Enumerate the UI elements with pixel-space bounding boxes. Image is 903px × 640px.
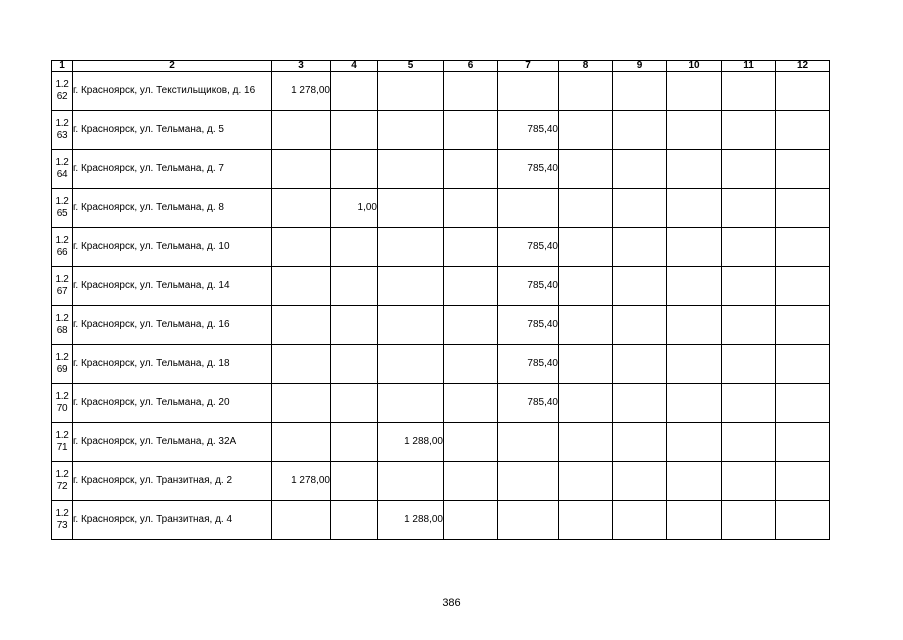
value-cell-col-11	[722, 345, 776, 384]
value-cell-col-12	[776, 384, 830, 423]
value-cell-col-7	[498, 423, 559, 462]
address-cell: г. Красноярск, ул. Тельмана, д. 10	[73, 228, 272, 267]
column-header-8: 8	[559, 61, 613, 72]
value-cell-col-10	[667, 189, 722, 228]
row-number-cell	[52, 228, 73, 267]
value-cell-col-8	[559, 72, 613, 111]
column-header-4: 4	[331, 61, 378, 72]
row-number-part: 70	[56, 403, 68, 414]
row-number-part: 1.2	[55, 508, 69, 519]
value-cell-col-6	[444, 423, 498, 462]
value-cell-col-7	[498, 501, 559, 540]
table-row	[52, 189, 830, 228]
value-cell-col-7: 785,40	[498, 345, 559, 384]
value-cell-col-6	[444, 306, 498, 345]
value-cell-col-12	[776, 228, 830, 267]
value-cell-col-10	[667, 72, 722, 111]
row-number-part: 1.2	[55, 391, 69, 402]
value-cell-col-11	[722, 228, 776, 267]
value-cell-col-6	[444, 150, 498, 189]
row-number-part: 72	[56, 481, 68, 492]
value-cell-col-5	[378, 150, 444, 189]
table-row	[52, 423, 830, 462]
value-cell-col-12	[776, 423, 830, 462]
table-row	[52, 384, 830, 423]
address-cell: г. Красноярск, ул. Тельмана, д. 5	[73, 111, 272, 150]
value-cell-col-3	[272, 384, 331, 423]
value-cell-col-7	[498, 189, 559, 228]
value-cell-col-5	[378, 267, 444, 306]
address-cell: г. Красноярск, ул. Тельмана, д. 32А	[73, 423, 272, 462]
value-cell-col-7	[498, 462, 559, 501]
value-cell-col-10	[667, 384, 722, 423]
row-number-part: 66	[56, 247, 68, 258]
value-cell-col-9	[613, 462, 667, 501]
value-cell-col-12	[776, 150, 830, 189]
row-number-cell	[52, 150, 73, 189]
value-cell-col-11	[722, 111, 776, 150]
value-cell-col-3	[272, 306, 331, 345]
value-cell-col-4	[331, 228, 378, 267]
value-cell-col-8	[559, 423, 613, 462]
value-cell-col-3	[272, 189, 331, 228]
value-cell-col-4	[331, 462, 378, 501]
table-row	[52, 267, 830, 306]
value-cell-col-4	[331, 306, 378, 345]
value-cell-col-8	[559, 384, 613, 423]
value-cell-col-9	[613, 306, 667, 345]
address-cell: г. Красноярск, ул. Тельмана, д. 18	[73, 345, 272, 384]
value-cell-col-11	[722, 306, 776, 345]
row-number-cell	[52, 72, 73, 111]
value-cell-col-10	[667, 462, 722, 501]
value-cell-col-5	[378, 111, 444, 150]
value-cell-col-3	[272, 228, 331, 267]
value-cell-col-5	[378, 189, 444, 228]
value-cell-col-8	[559, 267, 613, 306]
value-cell-col-6	[444, 72, 498, 111]
value-cell-col-7: 785,40	[498, 306, 559, 345]
row-number-part: 1.2	[55, 274, 69, 285]
value-cell-col-8	[559, 111, 613, 150]
address-cell: г. Красноярск, ул. Транзитная, д. 4	[73, 501, 272, 540]
value-cell-col-12	[776, 462, 830, 501]
value-cell-col-11	[722, 384, 776, 423]
row-number-part: 1.2	[55, 196, 69, 207]
table-row	[52, 345, 830, 384]
value-cell-col-11	[722, 72, 776, 111]
row-number-cell	[52, 345, 73, 384]
row-number-part: 68	[56, 325, 68, 336]
row-number-cell	[52, 501, 73, 540]
value-cell-col-4	[331, 501, 378, 540]
value-cell-col-9	[613, 228, 667, 267]
value-cell-col-11	[722, 501, 776, 540]
value-cell-col-7: 785,40	[498, 228, 559, 267]
value-cell-col-4	[331, 345, 378, 384]
value-cell-col-6	[444, 228, 498, 267]
table-row	[52, 306, 830, 345]
address-cell: г. Красноярск, ул. Тельмана, д. 14	[73, 267, 272, 306]
value-cell-col-10	[667, 501, 722, 540]
value-cell-col-4	[331, 72, 378, 111]
column-header-9: 9	[613, 61, 667, 72]
table-header	[52, 61, 830, 72]
column-header-5: 5	[378, 61, 444, 72]
value-cell-col-3	[272, 501, 331, 540]
value-cell-col-9	[613, 345, 667, 384]
value-cell-col-10	[667, 228, 722, 267]
value-cell-col-4	[331, 384, 378, 423]
row-number-part: 73	[56, 520, 68, 531]
value-cell-col-3	[272, 111, 331, 150]
value-cell-col-10	[667, 306, 722, 345]
table-row	[52, 72, 830, 111]
row-number-part: 1.2	[55, 118, 69, 129]
value-cell-col-10	[667, 345, 722, 384]
row-number-part: 65	[56, 208, 68, 219]
value-cell-col-9	[613, 501, 667, 540]
value-cell-col-9	[613, 111, 667, 150]
value-cell-col-7: 785,40	[498, 111, 559, 150]
value-cell-col-8	[559, 306, 613, 345]
value-cell-col-3: 1 278,00	[272, 462, 331, 501]
address-cell: г. Красноярск, ул. Тельмана, д. 20	[73, 384, 272, 423]
value-cell-col-12	[776, 267, 830, 306]
column-header-6: 6	[444, 61, 498, 72]
row-number-part: 1.2	[55, 352, 69, 363]
value-cell-col-4	[331, 423, 378, 462]
value-cell-col-3	[272, 150, 331, 189]
value-cell-col-5	[378, 462, 444, 501]
table-row	[52, 150, 830, 189]
row-number-part: 64	[56, 169, 68, 180]
row-number-part: 1.2	[55, 313, 69, 324]
value-cell-col-10	[667, 267, 722, 306]
value-cell-col-8	[559, 150, 613, 189]
value-cell-col-12	[776, 345, 830, 384]
value-cell-col-5	[378, 306, 444, 345]
row-number-part: 1.2	[55, 235, 69, 246]
row-number-part: 1.2	[55, 157, 69, 168]
value-cell-col-9	[613, 267, 667, 306]
row-number-part: 69	[56, 364, 68, 375]
value-cell-col-7: 785,40	[498, 267, 559, 306]
value-cell-col-6	[444, 111, 498, 150]
value-cell-col-11	[722, 150, 776, 189]
address-cell: г. Красноярск, ул. Текстильщиков, д. 16	[73, 72, 272, 111]
value-cell-col-7	[498, 72, 559, 111]
row-number-cell	[52, 267, 73, 306]
value-cell-col-3	[272, 423, 331, 462]
row-number-part: 63	[56, 130, 68, 141]
header-row	[52, 61, 830, 72]
value-cell-col-9	[613, 189, 667, 228]
column-header-3: 3	[272, 61, 331, 72]
table-row	[52, 501, 830, 540]
value-cell-col-7: 785,40	[498, 150, 559, 189]
value-cell-col-7: 785,40	[498, 384, 559, 423]
column-header-1: 1	[52, 61, 73, 72]
value-cell-col-5	[378, 384, 444, 423]
page-number: 386	[442, 597, 461, 609]
table-row	[52, 111, 830, 150]
data-table	[51, 60, 830, 540]
value-cell-col-5: 1 288,00	[378, 423, 444, 462]
value-cell-col-5	[378, 228, 444, 267]
address-cell: г. Красноярск, ул. Транзитная, д. 2	[73, 462, 272, 501]
value-cell-col-3: 1 278,00	[272, 72, 331, 111]
value-cell-col-9	[613, 384, 667, 423]
value-cell-col-8	[559, 462, 613, 501]
column-header-2: 2	[73, 61, 272, 72]
row-number-part: 67	[56, 286, 68, 297]
table-body	[52, 72, 830, 540]
row-number-cell	[52, 384, 73, 423]
value-cell-col-10	[667, 150, 722, 189]
value-cell-col-8	[559, 228, 613, 267]
value-cell-col-5	[378, 345, 444, 384]
row-number-cell	[52, 189, 73, 228]
value-cell-col-9	[613, 423, 667, 462]
value-cell-col-10	[667, 111, 722, 150]
row-number-part: 62	[56, 91, 68, 102]
value-cell-col-9	[613, 72, 667, 111]
row-number-cell	[52, 462, 73, 501]
value-cell-col-4: 1,00	[331, 189, 378, 228]
value-cell-col-6	[444, 501, 498, 540]
row-number-cell	[52, 423, 73, 462]
value-cell-col-12	[776, 306, 830, 345]
value-cell-col-3	[272, 267, 331, 306]
row-number-part: 1.2	[55, 79, 69, 90]
value-cell-col-11	[722, 189, 776, 228]
value-cell-col-11	[722, 462, 776, 501]
row-number-cell	[52, 306, 73, 345]
value-cell-col-6	[444, 384, 498, 423]
column-header-12: 12	[776, 61, 830, 72]
value-cell-col-6	[444, 189, 498, 228]
value-cell-col-8	[559, 501, 613, 540]
value-cell-col-4	[331, 267, 378, 306]
row-number-part: 1.2	[55, 469, 69, 480]
value-cell-col-9	[613, 150, 667, 189]
value-cell-col-5: 1 288,00	[378, 501, 444, 540]
value-cell-col-4	[331, 111, 378, 150]
value-cell-col-6	[444, 267, 498, 306]
value-cell-col-6	[444, 462, 498, 501]
value-cell-col-11	[722, 423, 776, 462]
table-row	[52, 228, 830, 267]
value-cell-col-5	[378, 72, 444, 111]
value-cell-col-12	[776, 72, 830, 111]
value-cell-col-11	[722, 267, 776, 306]
table-row	[52, 462, 830, 501]
address-cell: г. Красноярск, ул. Тельмана, д. 8	[73, 189, 272, 228]
address-cell: г. Красноярск, ул. Тельмана, д. 16	[73, 306, 272, 345]
value-cell-col-6	[444, 345, 498, 384]
row-number-cell	[52, 111, 73, 150]
column-header-7: 7	[498, 61, 559, 72]
value-cell-col-12	[776, 189, 830, 228]
value-cell-col-4	[331, 150, 378, 189]
row-number-part: 71	[56, 442, 68, 453]
value-cell-col-12	[776, 111, 830, 150]
value-cell-col-12	[776, 501, 830, 540]
value-cell-col-8	[559, 345, 613, 384]
row-number-part: 1.2	[55, 430, 69, 441]
value-cell-col-10	[667, 423, 722, 462]
column-header-11: 11	[722, 61, 776, 72]
value-cell-col-3	[272, 345, 331, 384]
column-header-10: 10	[667, 61, 722, 72]
address-cell: г. Красноярск, ул. Тельмана, д. 7	[73, 150, 272, 189]
value-cell-col-8	[559, 189, 613, 228]
